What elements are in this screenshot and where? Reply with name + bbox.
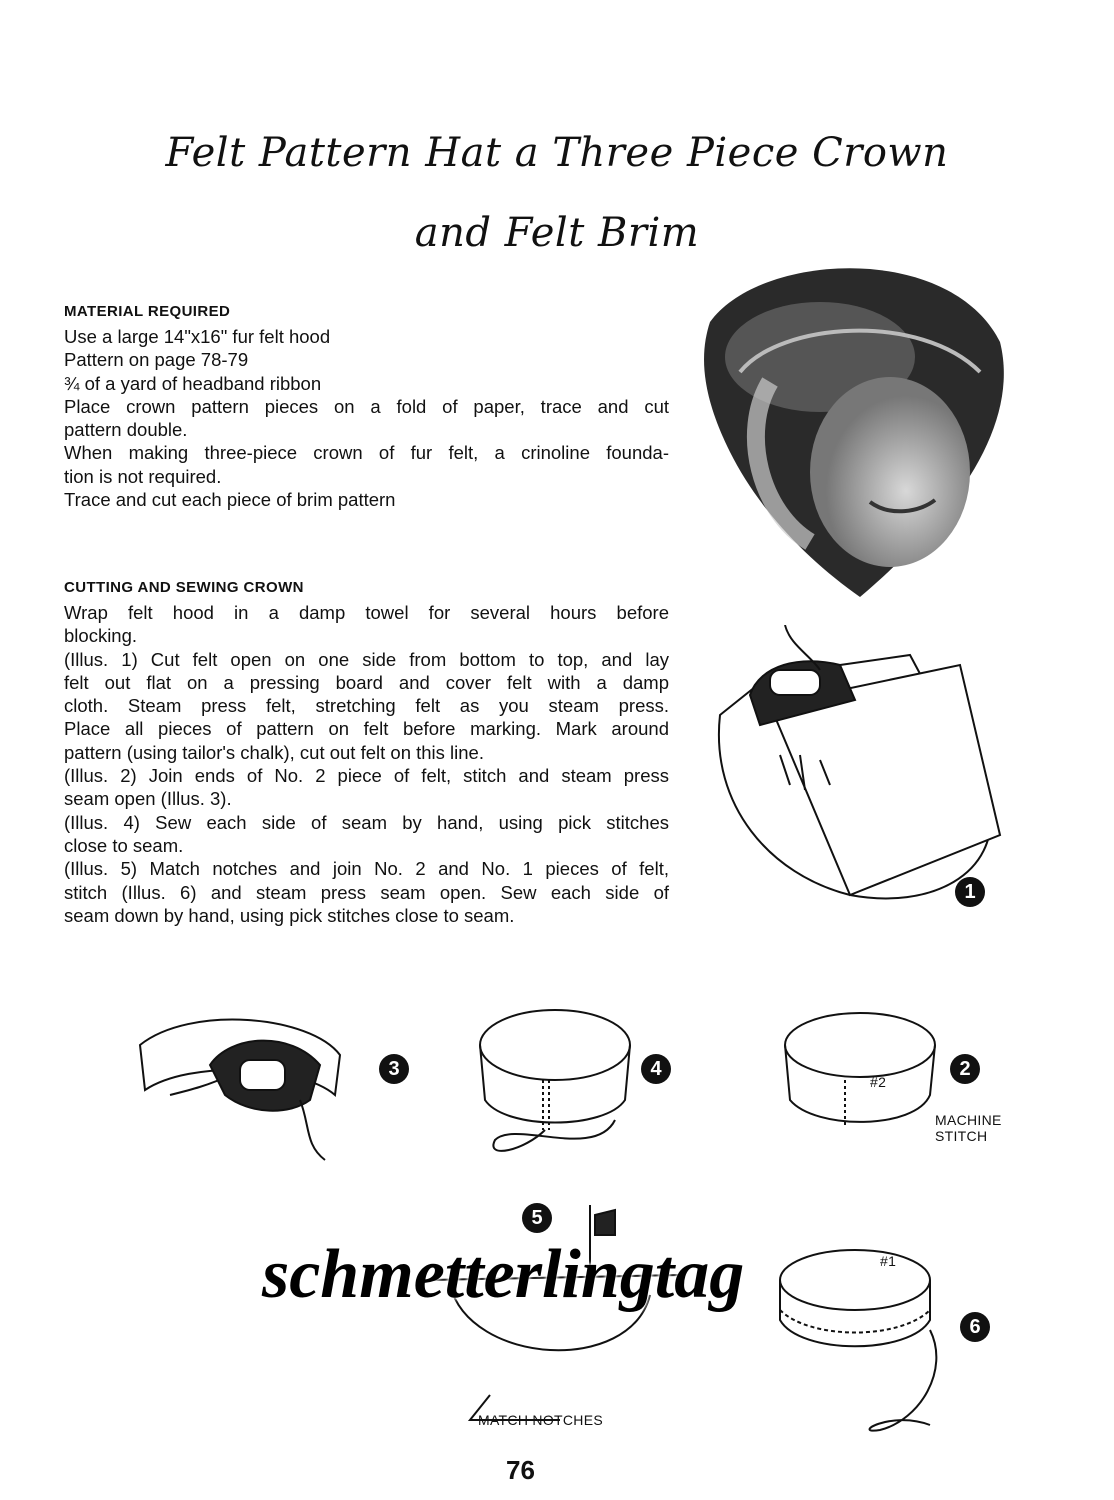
illustration-3-pressing-seam <box>130 1005 350 1165</box>
text-line: blocking. <box>64 625 138 647</box>
watermark: schmetterlingtag <box>262 1236 745 1313</box>
text-line: pattern (using tailor's chalk), cut out felt on this line. <box>64 741 484 763</box>
illustration-1-steam-pressing <box>710 625 1010 915</box>
illustration-number-4: 4 <box>641 1054 671 1084</box>
illustration-number-1: 1 <box>955 877 985 907</box>
text-line: seam down by hand, using pick stitches close to seam. <box>64 904 515 926</box>
text-line: cloth. Steam press felt, stretching felt as you steam press. <box>64 695 669 717</box>
text-line: stitch (Illus. 6) and steam press seam open. Sew each side of <box>64 881 669 903</box>
material-required-section <box>64 303 669 511</box>
text-line: (Illus. 2) Join ends of No. 2 piece of felt, stitch and steam press <box>64 765 669 787</box>
text-line: tion is not required. <box>64 465 222 487</box>
illustration-4-hand-sewing <box>465 1000 645 1170</box>
machine-stitch-label <box>935 1112 1002 1144</box>
model-photo <box>700 262 1010 607</box>
section-heading: CUTTING AND SEWING CROWN <box>64 579 304 596</box>
cutting-sewing-section <box>64 579 669 927</box>
text-line: Wrap felt hood in a damp towel for several hours before <box>64 602 669 623</box>
text-line: seam open (Illus. 3). <box>64 788 232 810</box>
page-title-line-1: Felt Pattern Hat a Three Piece Crown <box>165 130 949 176</box>
illustration-number-3: 3 <box>379 1054 409 1084</box>
text-line: Place all pieces of pattern on felt before marking. Mark around <box>64 718 669 740</box>
label-line: MACHINE <box>935 1112 1002 1128</box>
illustration-number-2: 2 <box>950 1054 980 1084</box>
illustration-number-6: 6 <box>960 1312 990 1342</box>
match-notches-label: MATCH NOTCHES <box>478 1412 603 1428</box>
illustration-2-joined-band <box>775 1000 955 1150</box>
illustration-6-joined-crown <box>770 1240 950 1440</box>
text-line: close to seam. <box>64 834 184 856</box>
text-line: Place crown pattern pieces on a fold of paper, trace and cut <box>64 395 669 417</box>
text-line: (Illus. 4) Sew each side of seam by hand, using pick stitches <box>64 811 669 833</box>
piece-2-label: #2 <box>870 1074 887 1090</box>
page-number: 76 <box>506 1455 535 1485</box>
text-line: (Illus. 5) Match notches and join No. 2 and No. 1 pieces of felt, <box>64 858 669 880</box>
text-line: ¾ of a yard of headband ribbon <box>64 372 322 394</box>
text-line: Pattern on page 78-79 <box>64 349 249 371</box>
section-heading: MATERIAL REQUIRED <box>64 303 231 320</box>
page-title-line-2: and Felt Brim <box>414 210 700 256</box>
text-line: pattern double. <box>64 419 188 441</box>
text-line: Trace and cut each piece of brim pattern <box>64 489 396 511</box>
text-line: Use a large 14"x16" fur felt hood <box>64 326 331 347</box>
text-line: felt out flat on a pressing board and cover felt with a damp <box>64 671 669 693</box>
text-line: (Illus. 1) Cut felt open on one side from bottom to top, and lay <box>64 648 669 670</box>
illustration-number-5: 5 <box>522 1203 552 1233</box>
piece-1-label: #1 <box>880 1253 897 1269</box>
label-line: STITCH <box>935 1128 988 1144</box>
text-line: When making three-piece crown of fur felt, a crinoline founda- <box>64 442 669 464</box>
